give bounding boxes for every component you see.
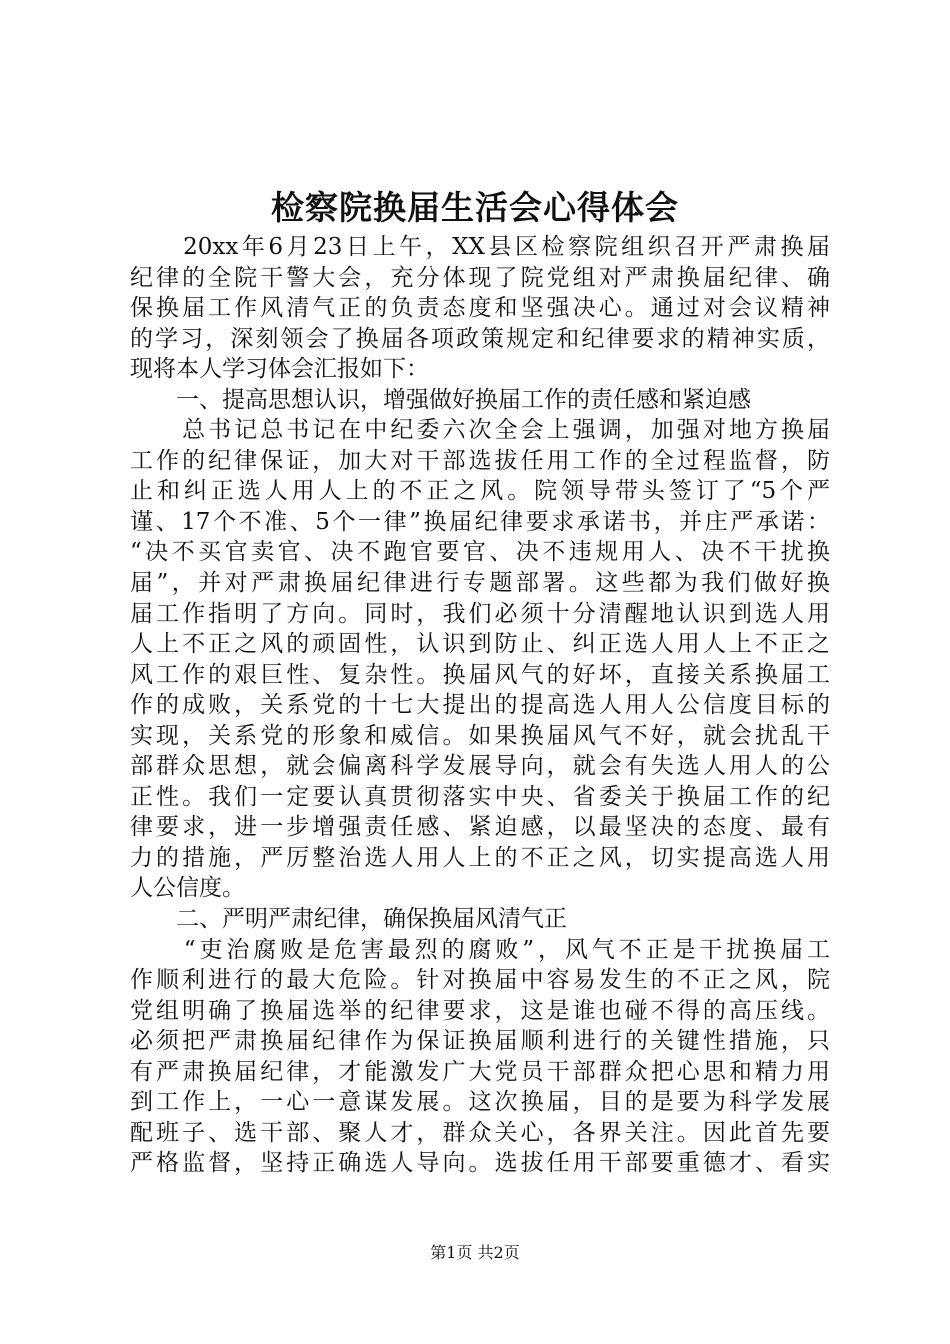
body-line: 纪律的全院干警大会，充分体现了院党组对严肃换届纪律、确 (130, 264, 830, 291)
document-body (130, 232, 830, 1179)
body-line: 的学习，深刻领会了换届各项政策规定和纪律要求的精神实质， (130, 325, 830, 352)
section-heading-2: 二、严明严肃纪律，确保换届风清气正 (130, 906, 567, 933)
body-line: 配班子、选干部、聚人才，群众关心，各界关注。因此首先要 (130, 1119, 830, 1146)
body-line: 党组明确了换届选举的纪律要求，这是谁也碰不得的高压线。 (130, 997, 830, 1024)
body-line: 严格监督，坚持正确选人导向。选拔任用干部要重德才、看实 (130, 1150, 830, 1177)
body-line: 律要求，进一步增强责任感、紧迫感，以最坚决的态度、最有 (130, 814, 830, 841)
section-heading-1: 一、提高思想认识，增强做好换届工作的责任感和紧迫感 (130, 386, 751, 413)
body-line: 作顺利进行的最大危险。针对换届中容易发生的不正之风，院 (130, 967, 830, 994)
body-line: 正性。我们一定要认真贯彻落实中央、省委关于换届工作的纪 (130, 783, 830, 810)
body-line: 人上不正之风的顽固性，认识到防止、纠正选人用人上不正之 (130, 631, 830, 658)
body-line: 有严肃换届纪律，才能激发广大党员干部群众把心思和精力用 (130, 1058, 830, 1085)
body-line: 止和纠正选人用人上的不正之风。院领导带头签订了“5个严 (130, 478, 830, 505)
body-line: 必须把严肃换届纪律作为保证换届顺利进行的关键性措施，只 (130, 1028, 830, 1055)
body-line: 届”，并对严肃换届纪律进行专题部署。这些都为我们做好换 (130, 570, 830, 597)
document-title: 检察院换届生活会心得体会 (271, 188, 679, 227)
body-line: 部群众思想，就会偏离科学发展导向，就会有失选人用人的公 (130, 753, 830, 780)
body-line: 谨、17个不准、5个一律”换届纪律要求承诺书，并庄严承诺： (130, 508, 830, 535)
body-line: 人公信度。 (130, 875, 245, 902)
body-line: 力的措施，严厉整治选人用人上的不正之风，切实提高选人用 (130, 844, 830, 871)
body-line: 到工作上，一心一意谋发展。这次换届，目的是要为科学发展 (130, 1089, 830, 1116)
body-line: 风工作的艰巨性、复杂性。换届风气的好坏，直接关系换届工 (130, 661, 830, 688)
body-line: 20xx年6月23日上午，XX县区检察院组织召开严肃换届 (130, 234, 830, 260)
body-line: 保换届工作风清气正的负责态度和坚强决心。通过对会议精神 (130, 295, 830, 322)
body-line: 届工作指明了方向。同时，我们必须十分清醒地认识到选人用 (130, 600, 830, 627)
body-line: 作的成败，关系党的十七大提出的提高选人用人公信度目标的 (130, 692, 830, 719)
body-line: 工作的纪律保证，加大对干部选拔任用工作的全过程监督，防 (130, 447, 830, 474)
page-footer: 第1页 共2页 (430, 1243, 520, 1262)
body-line: 实现，关系党的形象和威信。如果换届风气不好，就会扰乱干 (130, 722, 830, 749)
body-line: 现将本人学习体会汇报如下： (130, 356, 429, 383)
body-line: “吏治腐败是危害最烈的腐败”，风气不正是干扰换届工 (130, 936, 830, 963)
body-line: 总书记总书记在中纪委六次全会上强调，加强对地方换届 (130, 417, 830, 444)
body-line: “决不买官卖官、决不跑官要官、决不违规用人、决不干扰换 (130, 539, 830, 566)
